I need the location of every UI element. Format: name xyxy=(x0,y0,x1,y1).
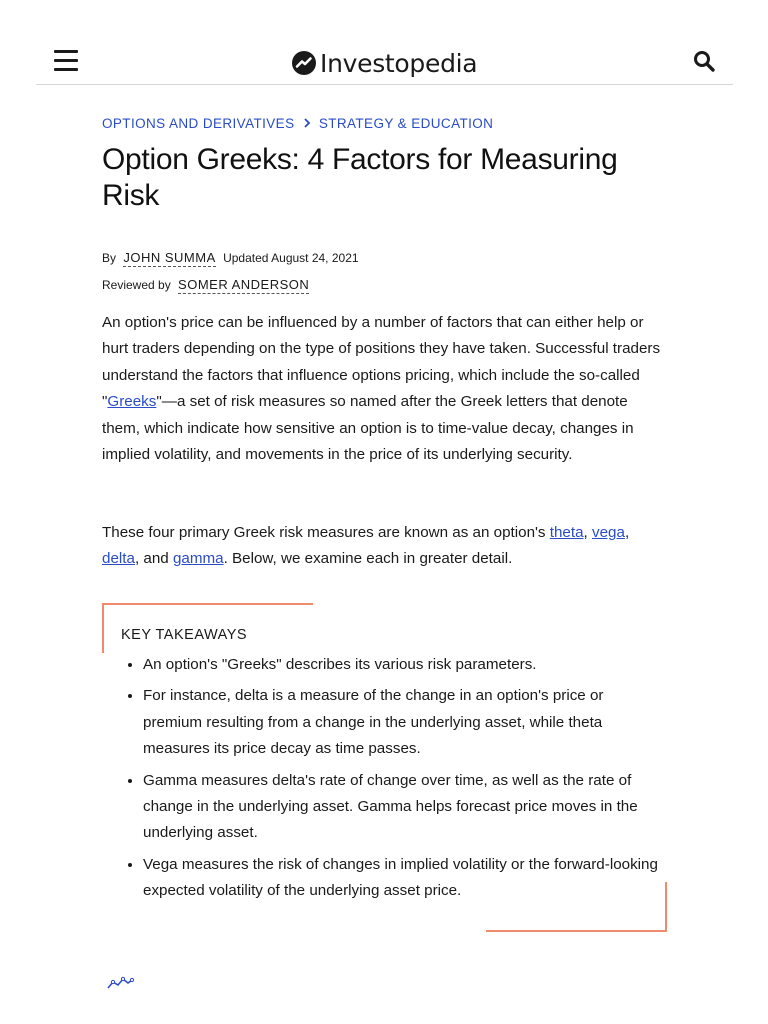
updated-date: Updated August 24, 2021 xyxy=(223,251,359,265)
search-icon[interactable] xyxy=(692,49,716,73)
chevron-right-icon xyxy=(303,118,311,128)
brand-name: Investopedia xyxy=(320,48,478,78)
second-paragraph xyxy=(102,520,668,573)
chart-icon xyxy=(106,974,134,990)
breadcrumb xyxy=(102,116,493,131)
theta-link[interactable]: theta xyxy=(549,524,584,541)
delta-link[interactable]: delta xyxy=(102,550,135,568)
separator-comma: , xyxy=(583,524,588,541)
breadcrumb-item-options[interactable]: OPTIONS AND DERIVATIVES xyxy=(102,116,295,131)
breadcrumb-item-strategy[interactable]: STRATEGY & EDUCATION xyxy=(318,116,494,131)
site-header xyxy=(0,0,768,86)
greeks-link[interactable]: Greeks xyxy=(107,393,157,411)
hamburger-menu-icon[interactable] xyxy=(54,50,78,72)
key-takeaways-list xyxy=(121,652,663,910)
by-label: By xyxy=(102,251,117,265)
second-lead: These four primary Greek risk measures are known as an option's xyxy=(102,524,550,541)
article-title: Option Greeks: 4 Factors for Measuring Risk xyxy=(102,143,618,212)
takeaways-border-top xyxy=(102,603,313,605)
gamma-link[interactable]: gamma xyxy=(172,550,224,568)
reviewed-by-label: Reviewed by xyxy=(102,278,171,292)
intro-text-2: "—a set of risk measures so named after the Greek letters that denote them, which indicate how sensitive an option is to time-value decay, changes in implied volatility, and movements in the price of its underlying security. xyxy=(102,393,634,464)
list-item: • Gamma measures delta's rate of change over time, as well as the rate of change in the underlying asset. Gamma helps forecast price moves in the underlying asset. xyxy=(143,768,663,847)
separator-and: , and xyxy=(134,550,173,568)
second-tail: . Below, we examine each in greater detail. xyxy=(223,550,513,568)
takeaways-border-left xyxy=(102,603,104,653)
reviewer-link[interactable]: SOMER ANDERSON xyxy=(178,277,310,292)
byline-author xyxy=(102,250,359,265)
logo[interactable] xyxy=(292,46,477,80)
takeaways-border-right xyxy=(665,882,667,932)
intro-paragraph xyxy=(102,310,668,468)
intro-text-1: An option's price can be influenced by a number of factors that can either help or hurt traders depending on the type of positions they have taken. Successful traders understand the factors that influence options pricing, which include the so-called " xyxy=(102,314,661,411)
byline-reviewer xyxy=(102,277,313,292)
list-item: • For instance, delta is a measure of the change in an option's price or premium resulting from a change in the underlying asset, while theta measures its price decay as time passes. xyxy=(143,683,663,762)
key-takeaways-heading: KEY TAKEAWAYS xyxy=(121,627,248,643)
separator-comma: , xyxy=(624,524,630,541)
header-divider xyxy=(36,84,733,85)
author-link[interactable]: JOHN SUMMA xyxy=(123,250,216,265)
vega-link[interactable]: vega xyxy=(592,524,625,541)
takeaways-border-bottom xyxy=(486,930,667,932)
list-item: • Vega measures the risk of changes in implied volatility or the forward-looking expected volatility of the underlying asset price. xyxy=(143,852,663,905)
investopedia-logo-icon xyxy=(292,51,316,75)
list-item: • An option's "Greeks" describes its various risk parameters. xyxy=(143,652,663,678)
